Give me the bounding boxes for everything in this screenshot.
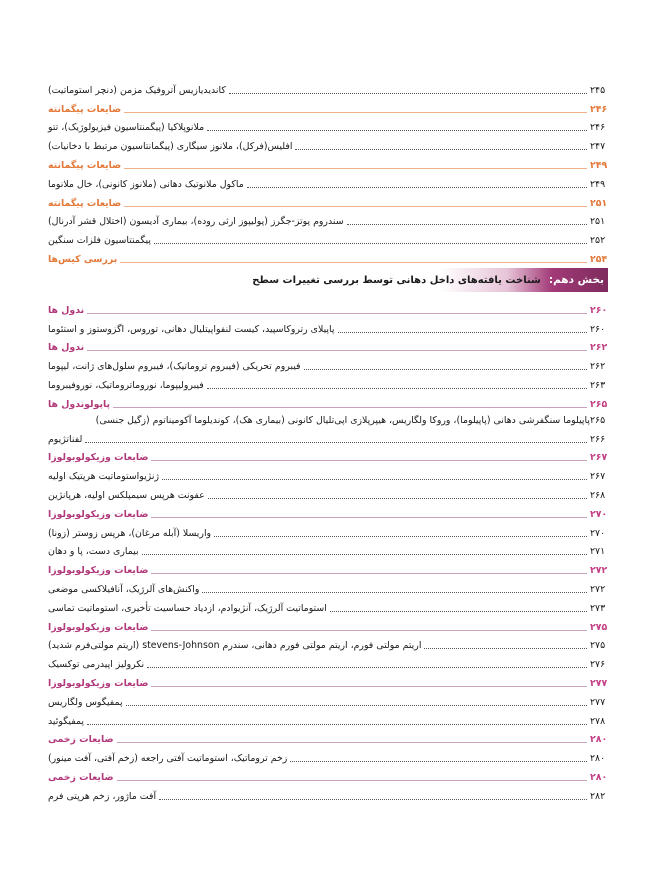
dot-leader <box>87 350 587 351</box>
toc-page-number: ۲۸۰ <box>590 753 606 765</box>
toc-section-heading[interactable] <box>48 615 608 634</box>
toc-entry[interactable] <box>48 652 608 671</box>
toc-entry-title: ندول ها <box>48 342 85 354</box>
toc-page-number: ۲۶۲ <box>590 342 608 354</box>
dot-leader <box>207 388 587 389</box>
dot-leader <box>85 442 587 443</box>
toc-entry-title: ضایعات پیگمانته <box>48 159 122 171</box>
toc-page-number: ۲۶۷ <box>590 471 606 483</box>
part-ten-label: بخش دهم: <box>548 274 604 286</box>
dot-leader <box>147 667 587 668</box>
toc-page-number: ۲۶۰ <box>590 323 606 335</box>
toc-entry[interactable] <box>48 690 608 709</box>
dot-leader <box>330 611 587 612</box>
dot-leader <box>124 168 587 169</box>
toc-entry[interactable] <box>48 172 608 191</box>
dot-leader <box>151 460 587 461</box>
dot-leader <box>124 206 587 207</box>
dot-leader <box>247 187 587 188</box>
toc-page-number: ۲۶۲ <box>590 361 606 373</box>
dot-leader <box>202 592 587 593</box>
toc-entry-title: فیبروم تحریکی (فیبروم تروماتیک)، فیبروم سلول‌های ژانت، لیپوما <box>48 361 301 373</box>
toc-entry-title: ضایعات پیگمانته <box>48 103 122 115</box>
toc-entry[interactable] <box>48 134 608 153</box>
toc-page-number: ۲۵۴ <box>590 253 608 265</box>
toc-entry-title: کاندیدیازیس آتروفیک مزمن (دنچر استوماتیت) <box>48 84 226 96</box>
dot-leader <box>207 130 587 131</box>
toc-entry-title: پمفیگوس ولگاریس <box>48 696 123 708</box>
toc-entry-title: ضایعات زخمی <box>48 734 114 746</box>
toc-entry[interactable] <box>48 540 608 559</box>
dot-leader <box>87 313 587 314</box>
dot-leader <box>117 742 587 743</box>
toc-entry-title: استوماتیت آلرژیک، آنژیوادم، ازدیاد حساسیت تأخیری، استوماتیت تماسی <box>48 602 327 614</box>
toc-page-number: ۲۴۷ <box>590 141 606 153</box>
toc-page-number: ۲۷۲ <box>590 565 608 577</box>
toc-section-heading[interactable] <box>48 558 608 577</box>
toc-page-number: ۲۵۱ <box>590 197 608 209</box>
toc-entry[interactable] <box>48 483 608 502</box>
toc-entry-title: پاپیلای رترو‌کاسپید، کیست لنفواپیتلیال دهانی، توروس، اگزوستوز و استئوما <box>48 323 335 335</box>
toc-section-heading[interactable] <box>48 671 608 690</box>
toc-entry-title: ضایعات وزیکولوبولوزا <box>48 621 149 633</box>
toc-page-number: ۲۷۲ <box>590 583 606 595</box>
toc-entry[interactable] <box>48 634 608 653</box>
part-ten-title: شناخت یافته‌های داخل دهانی توسط بررسی تغییرات سطح <box>252 274 541 286</box>
toc-entry-title: ضایعات وزیکولوبولوزا <box>48 677 149 689</box>
toc-entry-title: نکرولیز اپیدرمی توکسیک <box>48 659 145 671</box>
dot-leader <box>290 761 587 762</box>
toc-entry-title: ندول ها <box>48 304 85 316</box>
toc-page-number: ۲۶۸ <box>590 489 606 501</box>
toc-entry-title: فیبرولیپوما، نوروماتروماتیک، نوروفیبروما <box>48 379 204 391</box>
toc-entry-title: ملانوپلاکیا (پیگمنتاسیون فیزیولوژیک)، تتو <box>48 122 205 134</box>
toc-section-heading[interactable] <box>48 336 608 355</box>
part-ten-banner <box>48 268 608 292</box>
dot-leader <box>229 93 587 94</box>
dot-leader <box>151 686 587 687</box>
toc-entry-title: سندروم پوتز-جگرز (پولیپوز ارثی روده)، بیماری آدیسون (اختلال قشر آدرنال) <box>48 216 344 228</box>
toc-entry[interactable] <box>48 746 608 765</box>
toc-entry-title: لفناتژیوم <box>48 433 83 445</box>
toc-page-number: ۲۷۷ <box>590 677 608 689</box>
dot-leader <box>151 630 587 631</box>
dot-leader <box>154 243 587 244</box>
dot-leader <box>295 149 587 150</box>
toc-entry-title: اریتم مولتی فورم، اریتم مولتی فورم دهانی، سندرم stevens-Johnson (اریتم مولتی‌فرم شدید) <box>48 640 422 652</box>
toc-page-number: ۲۷۵ <box>590 640 606 652</box>
toc-entry[interactable] <box>48 78 608 97</box>
toc-page-number: ۲۶۰ <box>590 304 608 316</box>
toc-page-number: ۲۵۱ <box>590 216 606 228</box>
toc-entry[interactable] <box>48 354 608 373</box>
toc-page-number: ۲۵۲ <box>590 235 606 247</box>
toc-entry[interactable] <box>48 210 608 229</box>
toc-entry[interactable] <box>48 228 608 247</box>
dot-leader <box>151 517 587 518</box>
toc-page-number: ۲۶۵ <box>590 414 606 426</box>
toc-entry-title: ژنژیواستوماتیت هرپتیک اولیه <box>48 471 159 483</box>
toc-page-number: ۲۴۶ <box>590 122 606 134</box>
dot-leader <box>162 479 587 480</box>
toc-section-heading[interactable] <box>48 97 608 116</box>
dot-leader <box>124 112 587 113</box>
toc-section-heading[interactable] <box>48 392 608 411</box>
toc-entry-title: ضایعات زخمی <box>48 771 114 783</box>
dot-leader <box>142 554 587 555</box>
toc-entry-title: ضایعات وزیکولوبولوزا <box>48 508 149 520</box>
toc-page-number: ۲۶۷ <box>590 452 608 464</box>
toc-entry[interactable] <box>48 116 608 135</box>
toc-page-number: ۲۶۶ <box>590 433 606 445</box>
toc-page-number: ۲۸۰ <box>590 771 608 783</box>
toc-entry-title: ضایعات وزیکولوبولوزا <box>48 452 149 464</box>
toc-page-number: ۲۴۶ <box>590 103 608 115</box>
toc-section-heading[interactable] <box>48 765 608 784</box>
toc-entry-title: ضایعات وزیکولوبولوزا <box>48 565 149 577</box>
toc-entry[interactable] <box>48 373 608 392</box>
dot-leader <box>424 648 587 649</box>
dot-leader <box>117 780 587 781</box>
toc-page-number: ۲۴۹ <box>590 159 608 171</box>
toc-page-number: ۲۷۷ <box>590 696 606 708</box>
toc-section-heading[interactable] <box>48 502 608 521</box>
toc-page-number: ۲۷۸ <box>590 715 606 727</box>
toc-entry-title: پاپولوندول ها <box>48 398 111 410</box>
toc-entry-title: پاپیلوما سنگفرشی دهانی (پاپیلوما)، وروکا ولگاریس، هیپرپلازی اپی‌تلیال کانونی (بیماری هک)، کوندیلوما آکومیناتوم (زگیل جنسی) <box>95 414 590 426</box>
toc-entry-title: واریسلا (آبله مرغان)، هرپس زوستر (زونا) <box>48 527 212 539</box>
toc-page-number: ۲۷۳ <box>590 602 606 614</box>
toc-entry-title: آفت ماژور، زخم هرپتی فرم <box>48 790 157 802</box>
toc-page-number: ۲۴۵ <box>590 84 606 96</box>
toc-entry-title: پیگمنتاسیون فلزات سنگین <box>48 235 151 247</box>
toc-entry-title: واکنش‌های آلرژیک، آنافیلاکسی موضعی <box>48 583 200 595</box>
toc-section-b <box>48 298 608 803</box>
toc-section-heading[interactable] <box>48 298 608 317</box>
toc-page-number: ۲۷۰ <box>590 527 606 539</box>
toc-entry-title: افلیس(فرکل)، ملانوز سیگاری (پیگمانتاسیون مرتبط با دخانیات) <box>48 141 293 153</box>
dot-leader <box>159 799 587 800</box>
dot-leader <box>214 536 587 537</box>
toc-entry-title: عفونت هرپس سیمپلکس اولیه، هرپانژین <box>48 489 205 501</box>
toc-section-heading[interactable] <box>48 247 608 266</box>
toc-entry[interactable] <box>48 427 608 446</box>
toc-entry-title: ماکول ملانوتیک دهانی (ملانوز کانونی)، خال ملانوما <box>48 178 244 190</box>
toc-page-number: ۲۴۹ <box>590 178 606 190</box>
dot-leader <box>338 332 588 333</box>
toc-entry[interactable] <box>48 709 608 728</box>
toc-section-heading[interactable] <box>48 728 608 747</box>
toc-entry[interactable] <box>48 521 608 540</box>
toc-entry-title: بیماری دست، پا و دهان <box>48 546 139 558</box>
toc-entry[interactable] <box>48 411 608 427</box>
toc-section-heading[interactable] <box>48 446 608 465</box>
toc-page-number: ۲۸۰ <box>590 734 608 746</box>
toc-page-number: ۲۷۱ <box>590 546 606 558</box>
dot-leader <box>87 724 587 725</box>
dot-leader <box>304 369 587 370</box>
toc-section-a <box>48 78 608 266</box>
toc-page-number: ۲۷۰ <box>590 508 608 520</box>
toc-page-number: ۲۸۲ <box>590 790 606 802</box>
toc-page-number: ۲۶۳ <box>590 379 606 391</box>
toc-entry[interactable] <box>48 464 608 483</box>
toc-entry-title: بررسی کیس‌ها <box>48 253 118 265</box>
toc-entry-title: ضایعات پیگمانته <box>48 197 122 209</box>
toc-entry[interactable] <box>48 596 608 615</box>
dot-leader <box>113 407 587 408</box>
dot-leader <box>126 705 587 706</box>
part-ten-header <box>48 268 608 292</box>
dot-leader <box>120 262 587 263</box>
toc-page-number: ۲۶۵ <box>590 398 608 410</box>
toc-entry-title: زخم تروماتیک، استوماتیت آفتی راجعه (زخم آفتی، آفت مینور) <box>48 753 288 765</box>
dot-leader <box>208 498 587 499</box>
dot-leader <box>151 573 587 574</box>
toc-entry-title: پمفیگوئید <box>48 715 84 727</box>
toc-entry[interactable] <box>48 317 608 336</box>
toc-section-heading[interactable] <box>48 191 608 210</box>
toc-entry[interactable] <box>48 784 608 803</box>
toc-page-number: ۲۷۵ <box>590 621 608 633</box>
toc-entry[interactable] <box>48 577 608 596</box>
dot-leader <box>347 224 587 225</box>
toc-page-number: ۲۷۶ <box>590 659 606 671</box>
toc-section-heading[interactable] <box>48 153 608 172</box>
